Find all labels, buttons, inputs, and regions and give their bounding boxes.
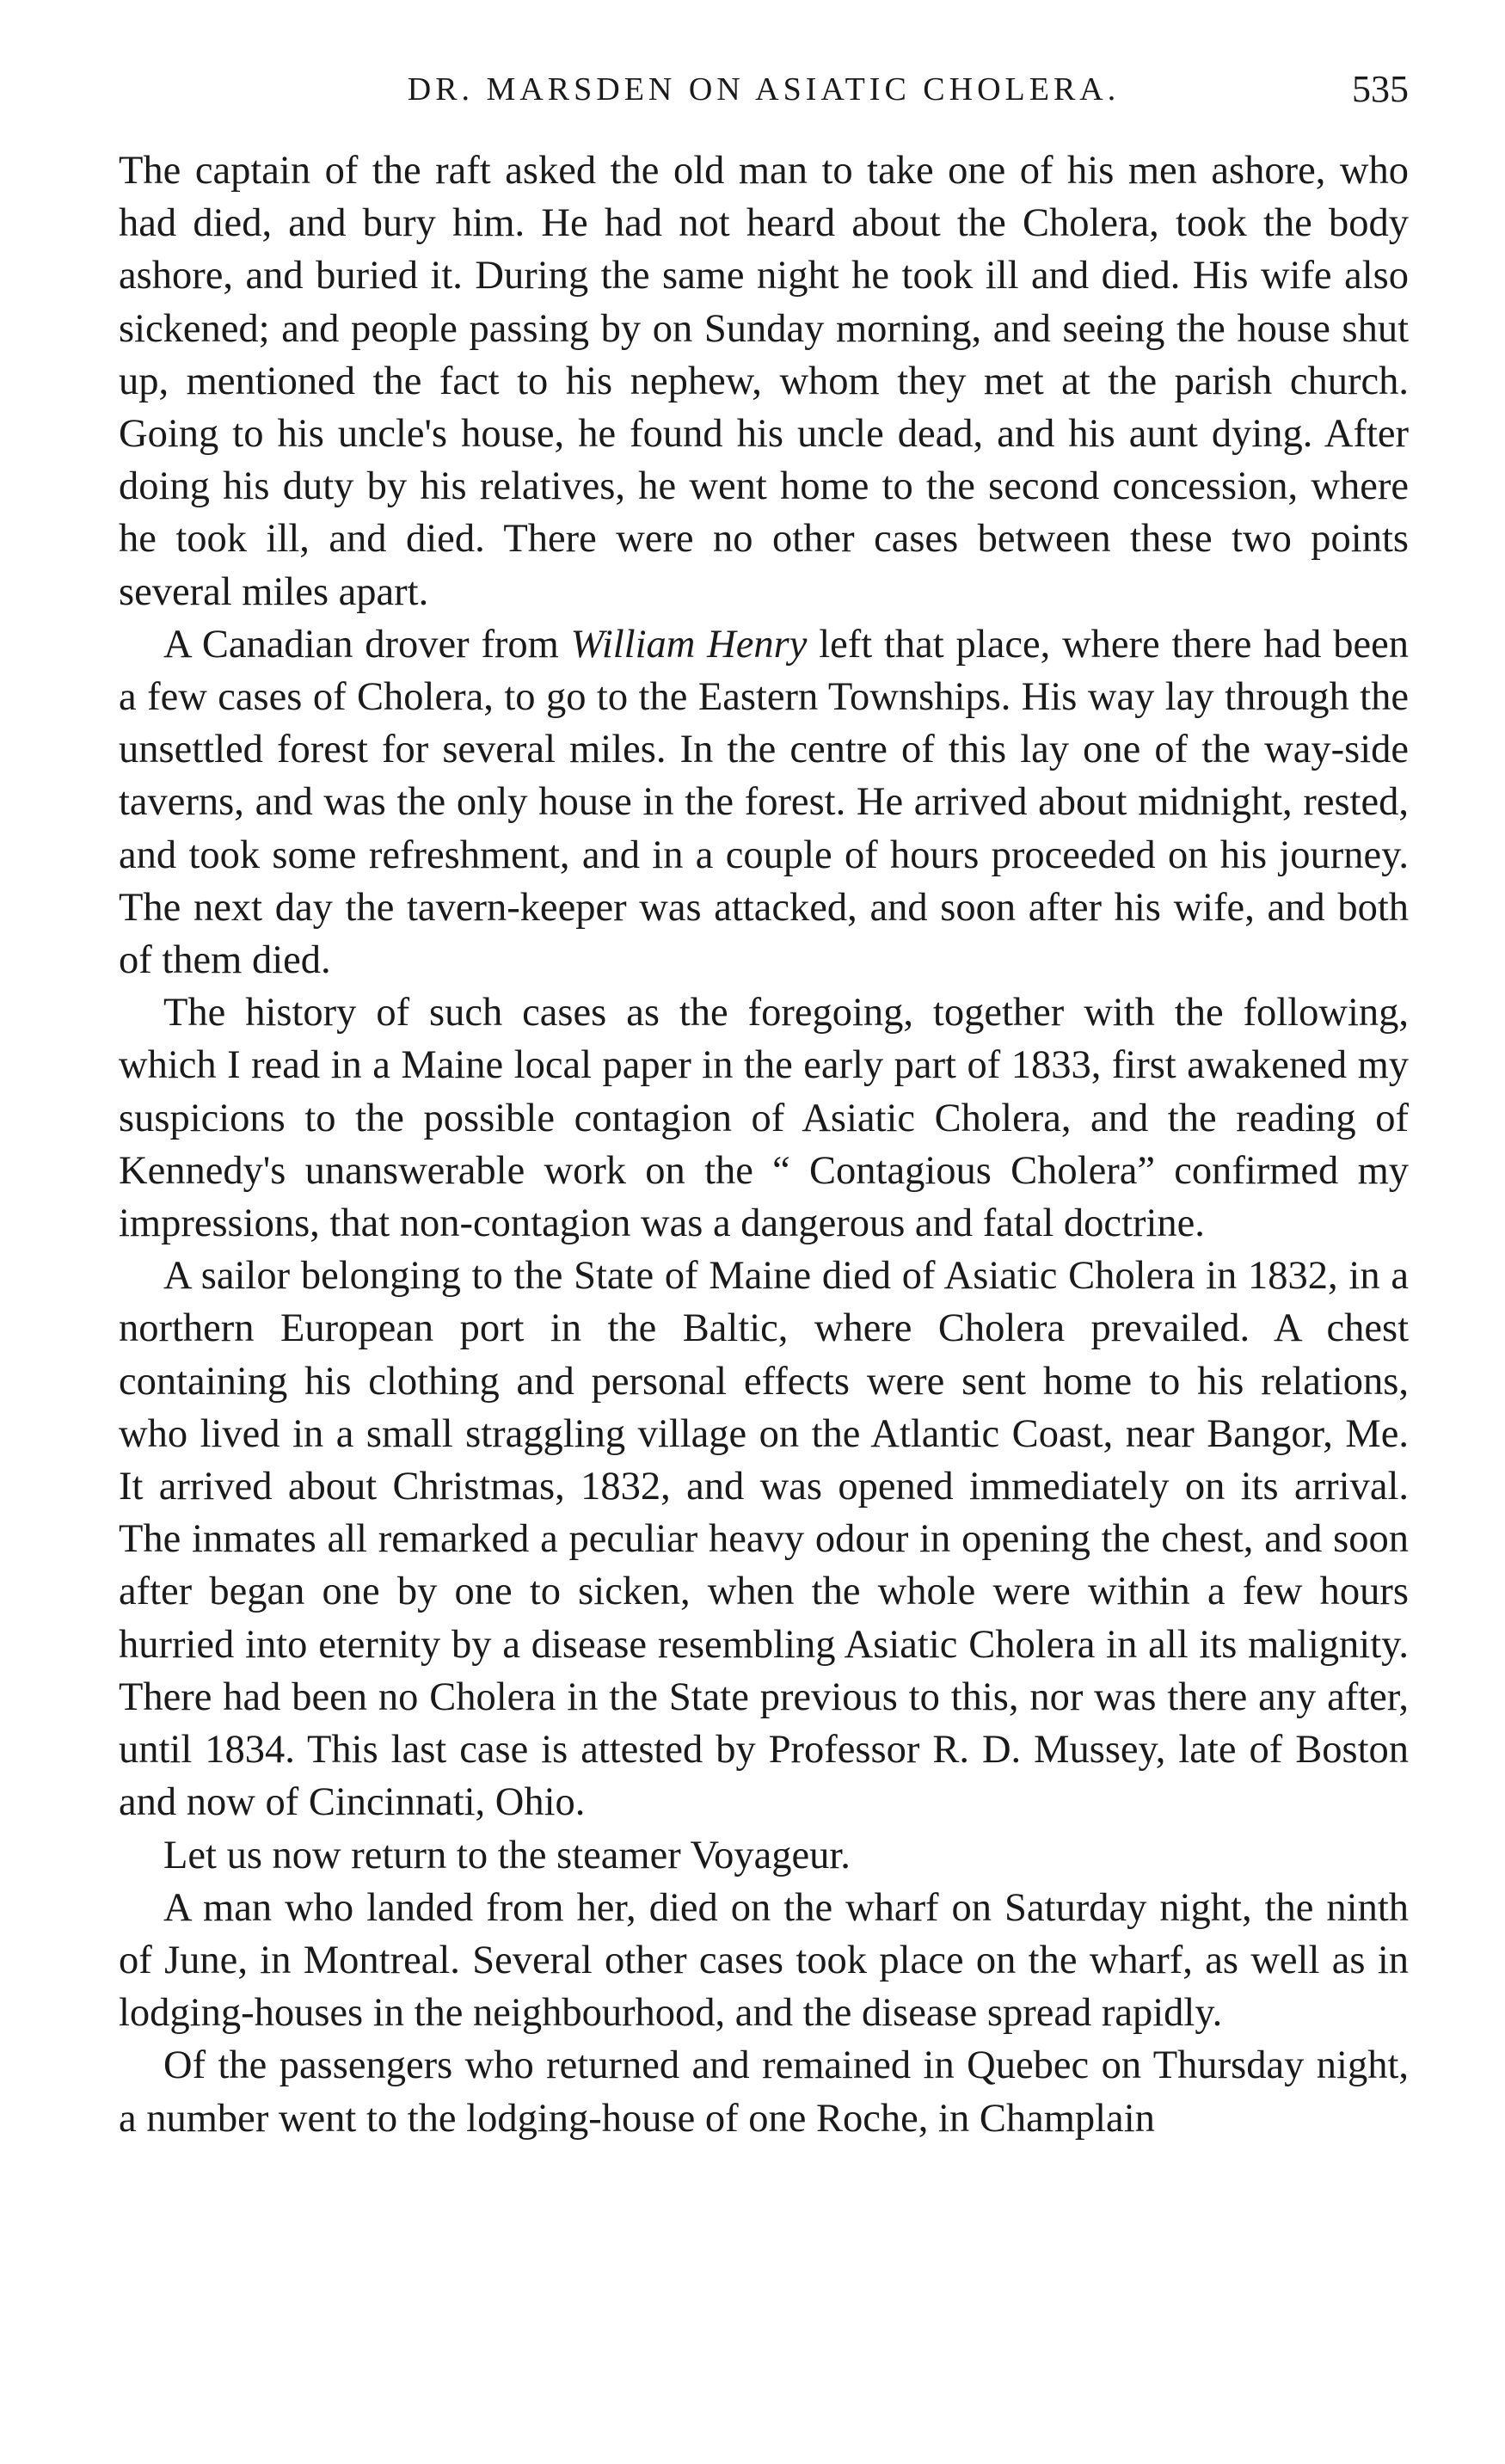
paragraph: Let us now return to the steamer Voyageur. — [163, 1833, 851, 1877]
running-title: DR. MARSDEN ON ASIATIC CHOLERA. — [407, 71, 1121, 108]
paragraph: A man who landed from her, died on the wharf on Saturday night, the ninth of June, in Montreal. Several other cases took place on the wharf, as well as in lodging-houses in the neighbourhood, and the disease spread rapidly. — [119, 1885, 1409, 2036]
paragraph: A sailor belonging to the State of Maine died of Asiatic Cholera in 1832, in a northern European port in the Baltic, where Cholera prevailed. A chest containing his clothing and personal effects were sent home to his relations, who lived in a small straggling village on the Atlantic Coast, near Bangor, Me. It arrived about Christmas, 1832, and was opened immediately on its arrival. The inmates all remarked a peculiar heavy odour in opening the chest, and soon after began one by one to sicken, when the whole were within a few hours hurried into eternity by a disease resembling Asiatic Cholera in all its malignity. There had been no Cholera in the State previous to this, nor was there any after, until 1834. This last case is attested by Professor R. D. Mussey, late of Boston and now of Cincinnati, Ohio. — [119, 1254, 1409, 1825]
paragraph: The history of such cases as the foregoing, together with the following, which I read in a Maine local paper in the early part of 1833, first awakened my suspicions to the possible contagion of Asiatic Cholera, and the reading of Kennedy's unanswerable work on the “ Contagious Cholera” confirmed my impressions, that non-contagion was a dangerous and fatal doctrine. — [119, 991, 1409, 1246]
journal-page — [119, 67, 1409, 2145]
running-head — [119, 67, 1409, 119]
place-name-italic: William Henry — [570, 622, 808, 667]
paragraph: The captain of the raft asked the old man to take one of his men ashore, who had died, and bury him. He had not heard about the Cholera, took the body ashore, and buried it. During the same night he took ill and died. His wife also sickened; and people passing by on Sunday morning, and seeing the house shut up, mentioned the fact to his nephew, whom they met at the parish church. Going to his uncle's house, he found his uncle dead, and his aunt dying. After doing his duty by his relatives, he went home to the second concession, where he took ill, and died. There were no other cases between these two points several miles apart. — [119, 149, 1409, 614]
paragraph-text: A Canadian drover from — [163, 622, 571, 667]
page-number: 535 — [1352, 68, 1409, 110]
paragraph-text: left that place, where there had been a few cases of Cholera, to go to the Eastern Townships. His way lay through the unsettled forest for several miles. In the centre of this lay one of the way-side taverns, and was the only house in the forest. He arrived about midnight, rested, and took some refreshment, and in a couple of hours proceeded on his journey. The next day the tavern-keeper was attacked, and soon after his wife, and both of them died. — [119, 622, 1410, 983]
paragraph — [119, 618, 1409, 986]
article-body — [119, 144, 1409, 2145]
paragraph: Of the passengers who returned and remained in Quebec on Thursday night, a number went to the lodging-house of one Roche, in Champlain — [119, 2043, 1409, 2141]
